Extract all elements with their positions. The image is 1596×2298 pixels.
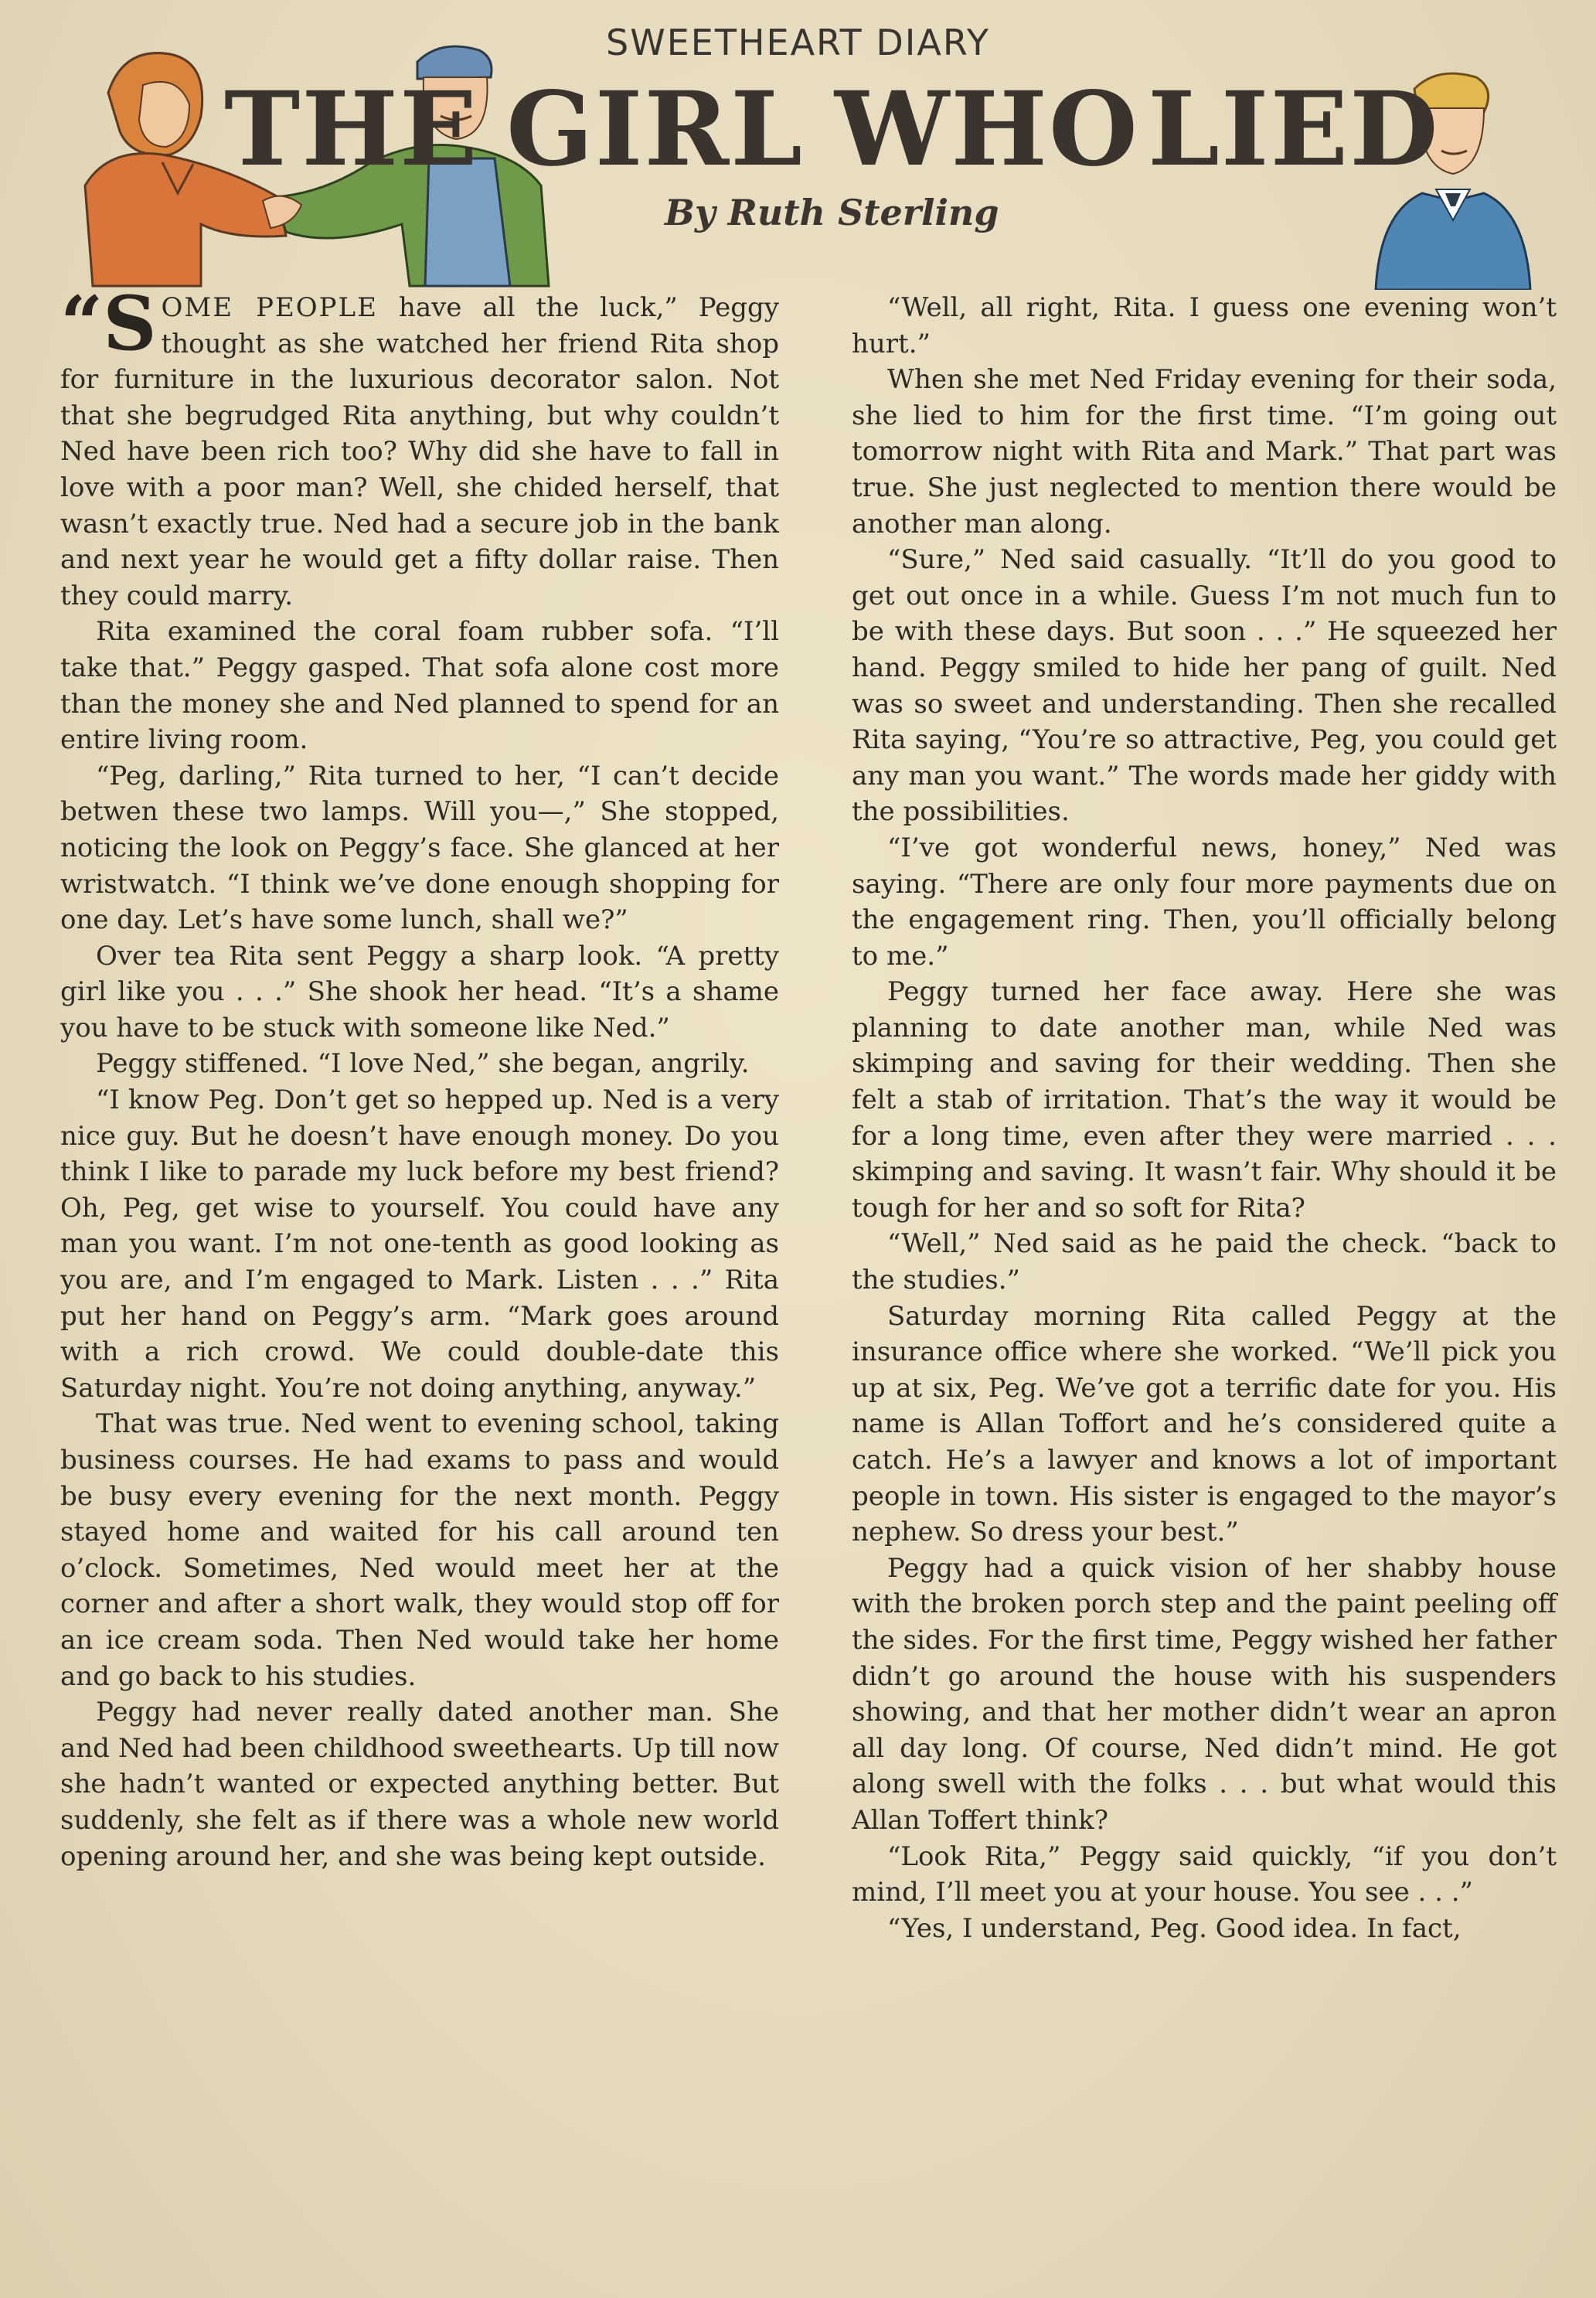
- paragraph-text: have all the luck,” Peggy thought as she watched her friend Rita shop for furniture in the luxurious decorator salon. Not that she begrudged Rita anything, but why couldn’t Ned have been rich too? Why did she have to fall in love with a poor man? Well, she chided herself, that wasn’t exactly true. Ned had a secure job in the bank and next year he would get a fifty dollar raise. Then they could marry.: [60, 292, 779, 611]
- paragraph: Over tea Rita sent Peggy a sharp look. “A pretty girl like you . . .” She shook her head. “It’s a shame you have to be stuck with someone like Ned.”: [60, 940, 779, 1043]
- paragraph: “Sure,” Ned said casually. “It’ll do you good to get out once in a while. Guess I’m not much fun to be with these days. But soon . . .” He squeezed her hand. Peggy smiled to hide her pang of guilt. Ned was so sweet and understanding. Then she recalled Rita saying, “You’re so attractive, Peg, you could get any man you want.” The words made her giddy with the possibilities.: [852, 544, 1557, 828]
- title-word-who: WHO: [835, 70, 1139, 189]
- paragraph: “Look Rita,” Peggy said quickly, “if you don’t mind, I’ll meet you at your house. You see . . .”: [852, 1840, 1557, 1908]
- paragraph: “Yes, I understand, Peg. Good idea. In fact,: [887, 1912, 1462, 1944]
- paragraph: Peggy stiffened. “I love Ned,” she began, angrily.: [96, 1048, 750, 1080]
- paragraph: “I know Peg. Don’t get so hepped up. Ned is a very nice guy. But he doesn’t have enough money. Do you think I like to parade my luck before my best friend? Oh, Peg, get wise to yourself. You could have any man you want. I’m not one-tenth as good looking as you are, and I’m engaged to Mark. Listen . . .” Rita put her hand on Peggy’s arm. “Mark goes around with a rich crowd. We could double-date this Saturday night. You’re not doing anything, anyway.”: [60, 1084, 779, 1404]
- article-column-right: [852, 290, 1557, 1946]
- paragraph: When she met Ned Friday evening for their soda, she lied to him for the first time. “I’m going out tomorrow night with Rita and Mark.” That part was true. She just neglected to mention there would be another man along.: [852, 364, 1557, 540]
- paragraph: “Peg, darling,” Rita turned to her, “I can’t decide betwen these two lamps. Will you—,” She stopped, noticing the look on Peggy’s face. She glanced at her wristwatch. “I think we’ve done enough shopping for one day. Let’s have some lunch, shall we?”: [60, 760, 779, 936]
- drop-cap: “S: [60, 280, 157, 367]
- paragraph: “Well, all right, Rita. I guess one evening won’t hurt.”: [852, 292, 1557, 359]
- paragraph: [60, 280, 779, 614]
- title-word-the: THE: [224, 70, 479, 189]
- byline: By Ruth Sterling: [665, 192, 999, 233]
- paragraph: Saturday morning Rita called Peggy at the insurance office where she worked. “We’ll pick you up at six, Peg. We’ve got a terrific date for you. His name is Allan Toffort and he’s considered quite a catch. He’s a lawyer and knows a lot of important people in town. His sister is engaged to the mayor’s nephew. So dress your best.”: [852, 1300, 1557, 1548]
- title-word-girl: GIRL: [506, 70, 804, 189]
- paragraph: “I’ve got wonderful news, honey,” Ned was saying. “There are only four more payments due on the engagement ring. Then, you’ll officially belong to me.”: [852, 832, 1557, 972]
- article-column-left: [60, 280, 779, 1874]
- paragraph: “Well,” Ned said as he paid the check. “back to the studies.”: [852, 1228, 1557, 1296]
- opening-words: OME PEOPLE: [161, 292, 378, 323]
- title-word-lied: LIED: [1148, 70, 1440, 189]
- paragraph: Peggy had never really dated another man. She and Ned had been childhood sweethearts. Up till now she hadn’t wanted or expected anything better. But suddenly, she felt as if there was a whole new world opening around her, and she was being kept outside.: [60, 1697, 779, 1872]
- publication-title: SWEETHEART DIARY: [606, 22, 990, 63]
- paragraph: Peggy had a quick vision of her shabby house with the broken porch step and the paint peeling off the sides. For the first time, Peggy wished her father didn’t go around the house with his suspenders showing, and that her mother didn’t wear an apron all day long. Of course, Ned didn’t mind. He got along swell with the folks . . . but what would this Allan Toffert think?: [852, 1552, 1557, 1836]
- paragraph: Rita examined the coral foam rubber sofa. “I’ll take that.” Peggy gasped. That sofa alone cost more than the money she and Ned planned to spend for an entire living room.: [60, 616, 779, 756]
- paragraph: That was true. Ned went to evening school, taking business courses. He had exams to pass and would be busy every evening for the next month. Peggy stayed home and waited for his call around ten o’clock. Sometimes, Ned would meet her at the corner and after a short walk, they would stop off for an ice cream soda. Then Ned would take her home and go back to his studies.: [60, 1408, 779, 1692]
- paragraph: Peggy turned her face away. Here she was planning to date another man, while Ned was skimping and saving for their wedding. Then she felt a stab of irritation. That’s the way it would be for a long time, even after they were married . . . skimping and saving. It wasn’t fair. Why should it be tough for her and so soft for Rita?: [852, 976, 1557, 1224]
